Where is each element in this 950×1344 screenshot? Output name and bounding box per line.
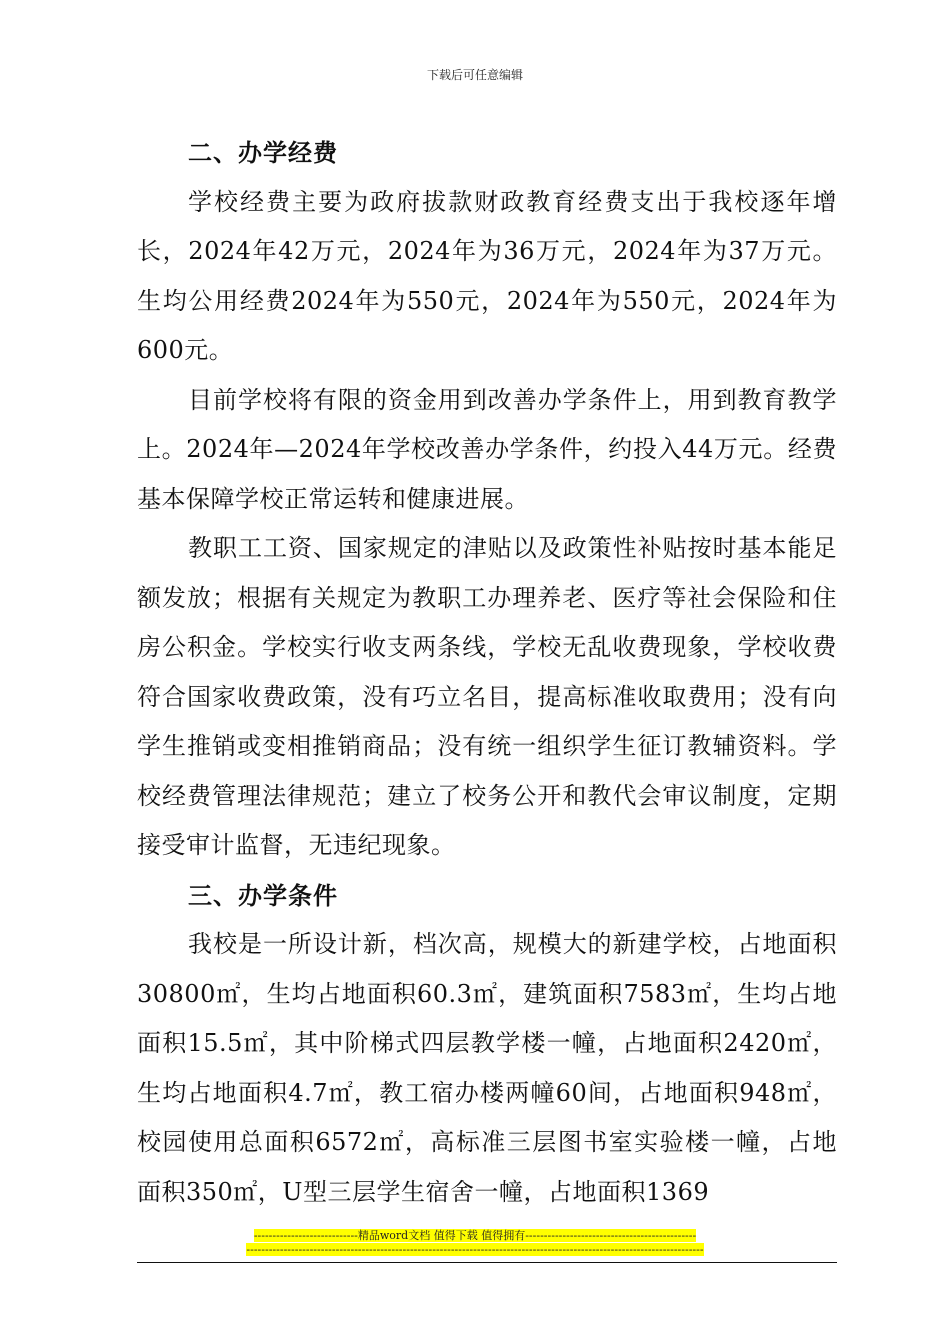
footer-banner-text: ----------------------------精品word文档 值得下载 值得拥有---------------------------------------------- xyxy=(253,1229,697,1242)
paragraph-funding-1: 学校经费主要为政府拔款财政教育经费支出于我校逐年增长，2024年42万元，2024年为36万元，2024年为37万元。生均公用经费2024年为550元，2024年为550元，2024年为600元。 xyxy=(137,187,837,364)
footer-divider xyxy=(137,1262,837,1263)
footer-dash-text: --------------------------------------------------------------------------------------------------------------------------- xyxy=(246,1243,704,1256)
page-header: 下载后可任意编辑 xyxy=(426,68,523,82)
footer-dash-line xyxy=(0,1243,950,1257)
paragraph-funding-2: 目前学校将有限的资金用到改善办学条件上，用到教育教学上。2024年—2024年学校改善办学条件，约投入44万元。经费基本保障学校正常运转和健康进展。 xyxy=(137,385,837,513)
section-heading-conditions: 三、办学条件 xyxy=(188,880,338,910)
paragraph-funding-3: 教职工工资、国家规定的津贴以及政策性补贴按时基本能足额发放；根据有关规定为教职工办理养老、医疗等社会保险和住房公积金。学校实行收支两条线，学校无乱收费现象，学校收费符合国家收费政策，没有巧立名目，提高标准收取费用；没有向学生推销或变相推销商品；没有统一组织学生征订教辅资料。学校经费管理法律规范；建立了校务公开和教代会审议制度，定期接受审计监督，无违纪现象。 xyxy=(137,534,837,859)
footer-banner xyxy=(0,1229,950,1243)
document-body xyxy=(137,128,837,1217)
section-heading-funding: 二、办学经费 xyxy=(188,138,338,167)
paragraph-conditions-1: 我校是一所设计新，档次高，规模大的新建学校，占地面积30800㎡，生均占地面积60.3㎡，建筑面积7583㎡，生均占地面积15.5㎡，其中阶梯式四层教学楼一幢，占地面积2420㎡，生均占地面积4.7㎡，教工宿办楼两幢60间，占地面积948㎡，校园使用总面积6572㎡，高标准三层图书室实验楼一幢，占地面积350㎡，U型三层学生宿舍一幢，占地面积1369 xyxy=(137,930,837,1206)
